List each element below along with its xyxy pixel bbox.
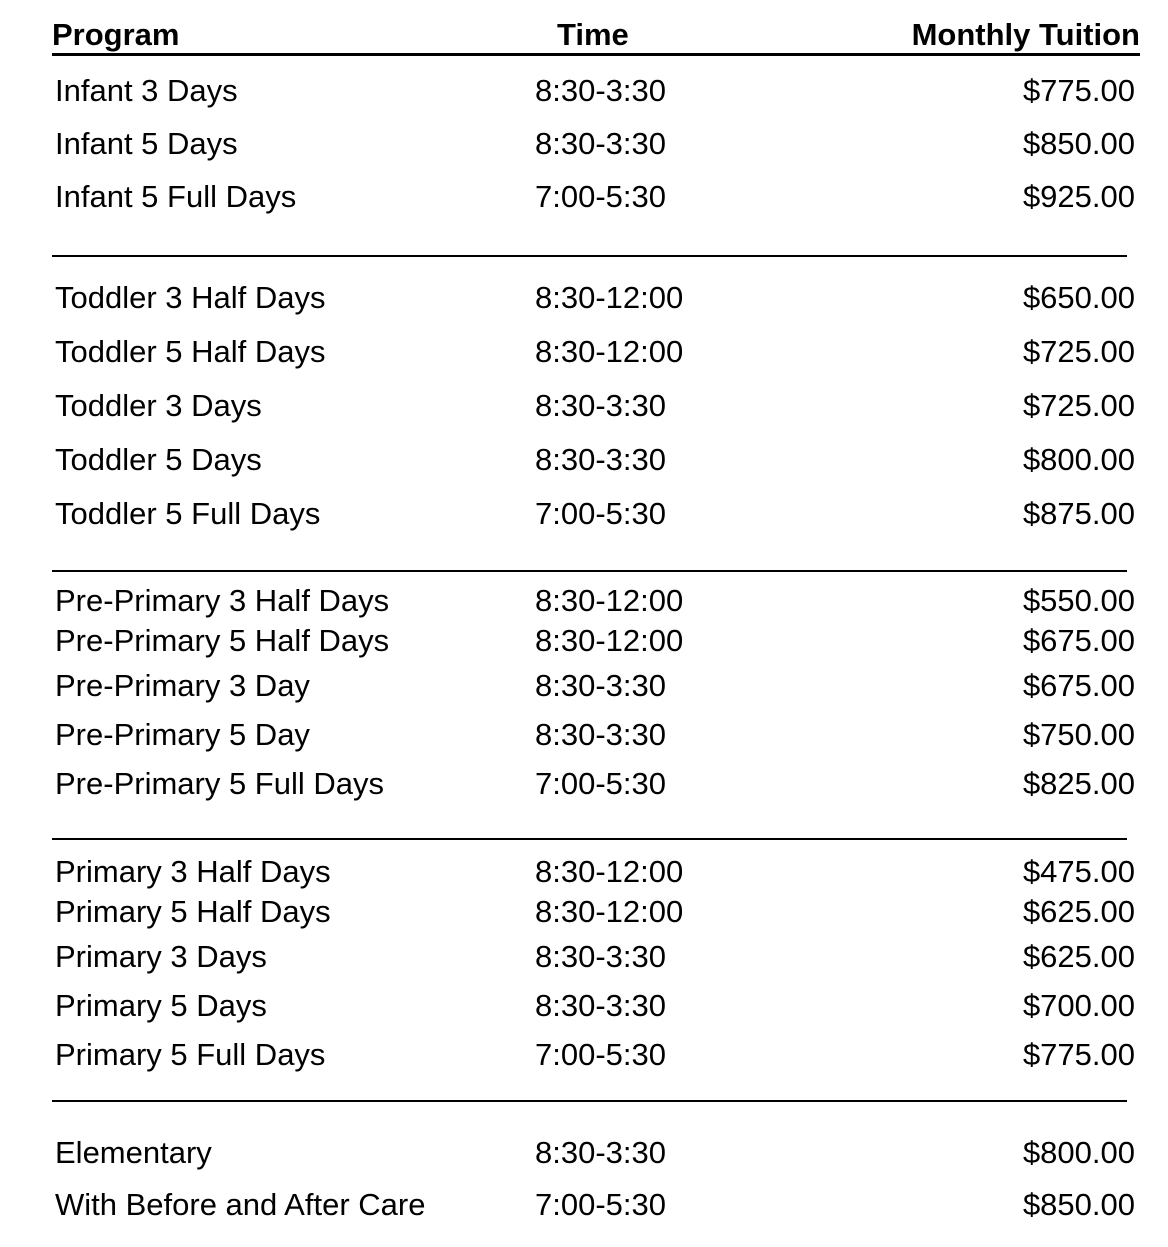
time-cell: 8:30-12:00 (535, 280, 684, 315)
program-cell: Primary 5 Full Days (55, 1036, 326, 1072)
table-header (52, 18, 1140, 56)
time-cell: 8:30-12:00 (535, 334, 684, 369)
program-cell: Toddler 5 Full Days (55, 496, 321, 531)
time-cell: 8:30-12:00 (535, 894, 684, 929)
table-row (52, 932, 1140, 981)
program-cell: Infant 5 Days (55, 125, 238, 161)
table-row (52, 64, 1140, 117)
program-cell: Pre-Primary 5 Full Days (55, 765, 384, 801)
program-cell: Pre-Primary 3 Half Days (55, 583, 390, 618)
time-cell: 8:30-3:30 (535, 716, 666, 752)
tuition-cell: $775.00 (1022, 1036, 1135, 1072)
time-cell: 8:30-3:30 (535, 1135, 666, 1170)
table-row (52, 661, 1140, 710)
table-row (52, 1030, 1140, 1079)
program-cell: Primary 3 Half Days (55, 854, 331, 889)
program-cell: Toddler 3 Half Days (55, 280, 326, 315)
program-cell: Infant 3 Days (55, 72, 238, 108)
tuition-cell: $750.00 (1022, 716, 1135, 752)
time-cell: 8:30-3:30 (535, 987, 666, 1023)
time-cell: 8:30-3:30 (535, 125, 666, 161)
tuition-cell: $925.00 (1022, 178, 1135, 214)
table-row (52, 271, 1140, 325)
section-pre-primary (52, 581, 1140, 808)
table-row (52, 487, 1140, 541)
section-divider (52, 570, 1127, 572)
time-cell: 8:30-12:00 (535, 854, 684, 889)
program-cell: With Before and After Care (55, 1187, 426, 1222)
time-cell: 8:30-3:30 (535, 667, 666, 703)
section-toddler (52, 271, 1140, 541)
table-row (52, 710, 1140, 759)
time-cell: 7:00-5:30 (535, 1036, 666, 1072)
program-cell: Pre-Primary 5 Day (55, 716, 310, 752)
tuition-cell: $475.00 (1022, 854, 1135, 889)
table-row (52, 621, 1140, 661)
tuition-cell: $700.00 (1022, 987, 1135, 1023)
table-row (52, 325, 1140, 379)
time-cell: 7:00-5:30 (535, 765, 666, 801)
tuition-cell: $675.00 (1022, 623, 1135, 658)
section-divider (52, 255, 1127, 257)
table-row (52, 170, 1140, 223)
section-primary (52, 852, 1140, 1079)
time-cell: 8:30-3:30 (535, 442, 666, 477)
program-cell: Toddler 5 Half Days (55, 334, 326, 369)
time-cell: 8:30-12:00 (535, 583, 684, 618)
time-cell: 7:00-5:30 (535, 496, 666, 531)
program-cell: Elementary (55, 1135, 212, 1170)
tuition-cell: $625.00 (1022, 894, 1135, 929)
tuition-cell: $800.00 (1022, 442, 1135, 477)
table-row (52, 981, 1140, 1030)
program-cell: Primary 3 Days (55, 938, 267, 974)
header-time: Time (557, 17, 629, 52)
tuition-table (52, 18, 1140, 1231)
tuition-cell: $800.00 (1022, 1135, 1135, 1170)
tuition-cell: $850.00 (1022, 1187, 1135, 1222)
section-elementary (52, 1127, 1140, 1231)
table-row (52, 852, 1140, 892)
header-program: Program (52, 17, 180, 52)
tuition-cell: $550.00 (1022, 583, 1135, 618)
section-infant (52, 64, 1140, 223)
program-cell: Primary 5 Days (55, 987, 267, 1023)
table-row (52, 1179, 1140, 1231)
tuition-cell: $625.00 (1022, 938, 1135, 974)
tuition-cell: $725.00 (1022, 334, 1135, 369)
program-cell: Infant 5 Full Days (55, 178, 297, 214)
program-cell: Pre-Primary 5 Half Days (55, 623, 390, 658)
tuition-cell: $675.00 (1022, 667, 1135, 703)
time-cell: 7:00-5:30 (535, 1187, 666, 1222)
table-row (52, 1127, 1140, 1179)
table-row (52, 581, 1140, 621)
table-row (52, 117, 1140, 170)
time-cell: 8:30-3:30 (535, 72, 666, 108)
table-row (52, 892, 1140, 932)
tuition-cell: $775.00 (1022, 72, 1135, 108)
tuition-cell: $875.00 (1022, 496, 1135, 531)
program-cell: Toddler 5 Days (55, 442, 262, 477)
table-row (52, 759, 1140, 808)
time-cell: 8:30-3:30 (535, 938, 666, 974)
table-row (52, 379, 1140, 433)
program-cell: Primary 5 Half Days (55, 894, 331, 929)
time-cell: 7:00-5:30 (535, 178, 666, 214)
time-cell: 8:30-3:30 (535, 388, 666, 423)
table-row (52, 433, 1140, 487)
program-cell: Toddler 3 Days (55, 388, 262, 423)
program-cell: Pre-Primary 3 Day (55, 667, 310, 703)
tuition-cell: $725.00 (1022, 388, 1135, 423)
time-cell: 8:30-12:00 (535, 623, 684, 658)
tuition-cell: $650.00 (1022, 280, 1135, 315)
section-divider (52, 1100, 1127, 1102)
tuition-cell: $850.00 (1022, 125, 1135, 161)
tuition-cell: $825.00 (1022, 765, 1135, 801)
section-divider (52, 838, 1127, 840)
header-tuition: Monthly Tuition (911, 17, 1140, 52)
